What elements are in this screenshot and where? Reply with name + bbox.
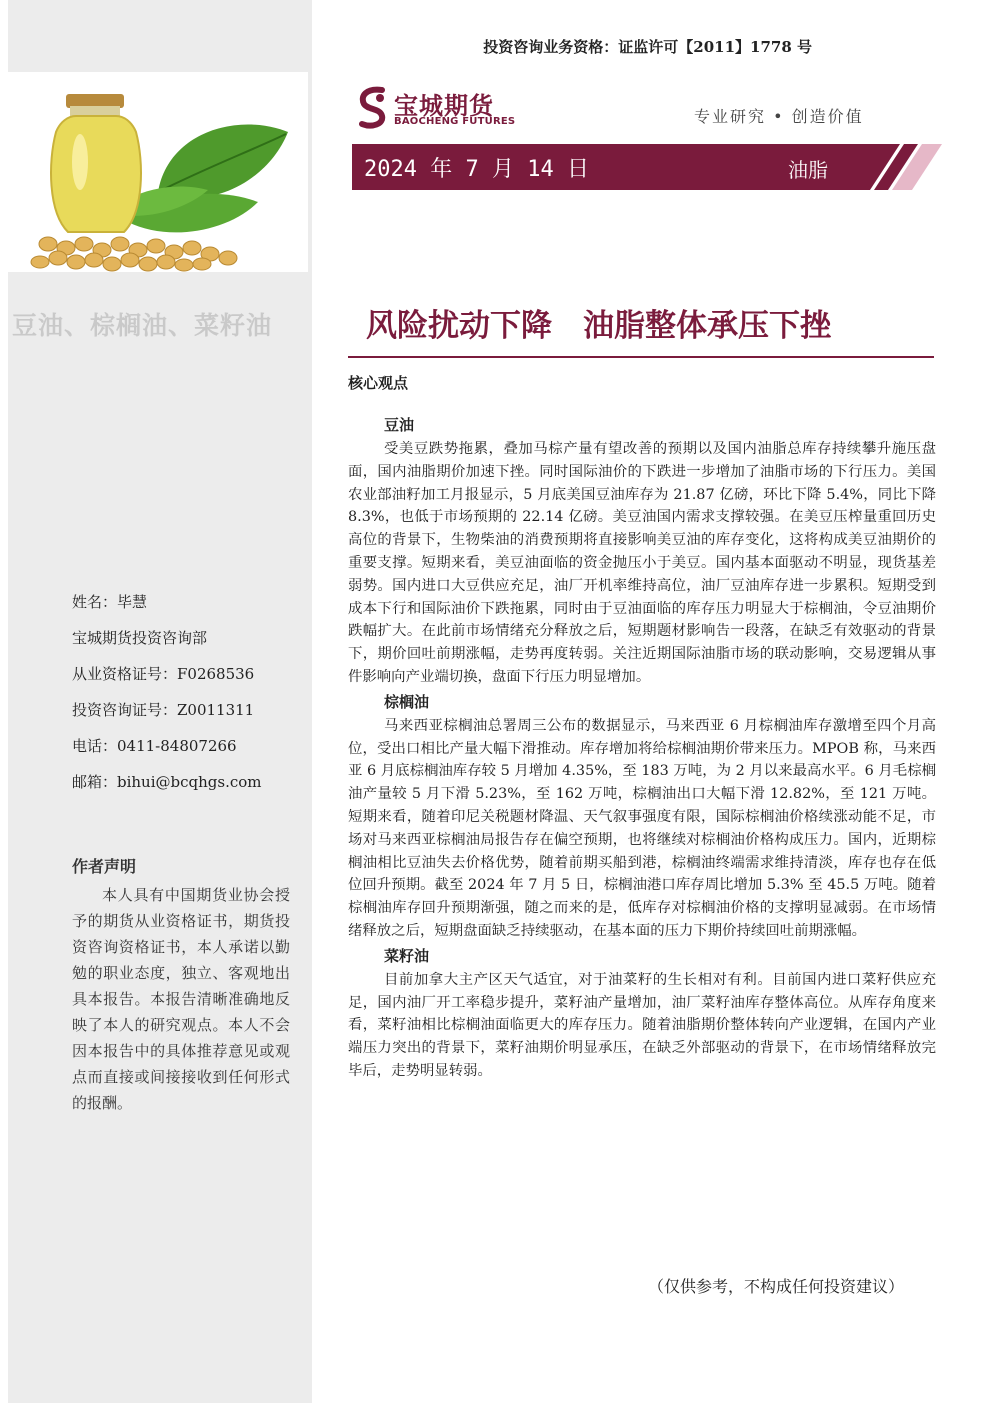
consulting-license-number: 投资咨询证号：Z0011311 <box>72 701 255 719</box>
section-body-rapeseed-oil: 目前加拿大主产区天气适宜，对于油菜籽的生长相对有利。目前国内进口菜籽供应充足，国内油厂开工率稳步提升，菜籽油产量增加，油厂菜籽油库存整体高位。从库存角度来看，菜籽油相比棕榈油面临更大的库存压力。随着油脂期价整体转向产业逻辑，在国内产业端压力突出的背景下，菜籽油期价明显承压，在缺乏外部驱动的背景下，在市场情绪释放完毕后，走势明显转弱。 <box>348 971 936 1079</box>
logo-chinese-name: 宝城期货 <box>394 91 494 120</box>
report-headline: 风险扰动下降 油脂整体承压下挫 <box>366 308 831 344</box>
logo-english-name: BAOCHENG FUTURES <box>394 116 516 127</box>
section-title-rapeseed-oil: 菜籽油 <box>384 946 430 965</box>
declaration-title: 作者声明 <box>72 857 137 876</box>
company-logo <box>356 86 536 132</box>
declaration-body: 本人具有中国期货业协会授予的期货从业资格证书，期货投资咨询资格证书，本人承诺以勤勉的职业态度，独立、客观地出具本报告。本报告清晰准确地反映了本人的研究观点。本人不会因本报告中的具体推荐意见或观点而直接或间接接收到任何形式的报酬。 <box>72 886 290 1112</box>
report-body <box>348 414 936 1085</box>
section-title-soybean-oil: 豆油 <box>384 416 415 434</box>
practice-license-number: 从业资格证号：F0268536 <box>72 665 255 683</box>
section-body-palm-oil: 马来西亚棕榈油总署周三公布的数据显示，马来西亚 6 月棕榈油库存激增至四个月高位，受出口相比产量大幅下滑推动。库存增加将给棕榈油期价带来压力。MPOB 称，马来西亚 6 月底棕榈油库存较 5 月增加 4.35%，至 183 万吨，为 2 月以来最高水平。6 月毛棕榈油产量较 5 月下滑 5.23%，至 162 万吨，棕榈油出口大幅下滑 12.82%，至 121 万吨。短期来看，随着印尼关税题材降温、天气叙事强度有限，国际棕榈油价格续涨动能不足，市场对马来西亚棕榈油局报告存在偏空预期，也将继续对棕榈油价格构成压力。国内，近期棕榈油相比豆油失去价格优势，随着前期买船到港，棕榈油终端需求维持清淡，库存也存在低位回升预期。截至 2024 年 7 月 5 日，棕榈油港口库存周比增加 5.3% 至 45.5 万吨。随着棕榈油库存回升预期渐强，随之而来的是，低库存对棕榈油价格的支撑明显减弱。在市场情绪释放之后，短期盘面缺乏持续驱动，在基本面的压力下期价持续回吐前期涨幅。 <box>348 717 936 939</box>
disclaimer: （仅供参考，不构成任何投资建议） <box>648 1277 905 1296</box>
report-category: 油脂 <box>788 158 828 182</box>
core-view-title: 核心观点 <box>348 374 409 392</box>
oil-jar-and-soybeans-icon <box>8 72 308 272</box>
slogan: 专业研究 • 创造价值 <box>694 107 864 126</box>
section-body-soybean-oil: 受美豆跌势拖累，叠加马棕产量有望改善的预期以及国内油脂总库存持续攀升施压盘面，国内油脂期价加速下挫。同时国际油价的下跌进一步增加了油脂市场的下行压力。美国农业部油籽加工月报显示，5 月底美国豆油库存为 21.87 亿磅，环比下降 5.4%，同比下降 8.3%，也低于市场预期的 22.14 亿磅。美豆油国内需求支撑较强。在美豆压榨量重回历史高位的背景下，生物柴油的消费预期将直接影响美豆油的库存变化，这将构成美豆油期价的重要支撑。短期来看，美豆油面临的资金抛压小于美豆。国内基本面驱动不明显，现货基差弱势。国内进口大豆供应充足，油厂开机率维持高位，油厂豆油库存进一步累积。短期受到成本下行和国际油价下跌拖累，同时由于豆油面临的库存压力明显大于棕榈油，令豆油期价跌幅扩大。在此前市场情绪充分释放之后，短期题材影响告一段落，在缺乏有效驱动的背景下，期价回吐前期涨幅，走势再度转弱。关注近期国际油脂市场的联动影响，交易逻辑从事件影响向产业端切换，盘面下行压力明显增加。 <box>348 441 936 685</box>
license-line: 投资咨询业务资格：证监许可【2011】1778 号 <box>483 38 812 56</box>
report-date: 2024 年 7 月 14 日 <box>364 157 589 182</box>
analyst-email: 邮箱：bihui@bcqhgs.com <box>72 773 262 791</box>
analyst-name: 姓名：毕慧 <box>72 593 148 611</box>
sidebar-subject: 豆油、棕榈油、菜籽油 <box>12 311 273 340</box>
soybean-oil-illustration <box>8 72 308 272</box>
baocheng-logo-icon <box>356 86 392 130</box>
analyst-phone: 电话：0411-84807266 <box>72 737 237 755</box>
analyst-contact <box>72 584 308 800</box>
headline-divider <box>348 356 934 358</box>
analyst-department: 宝城期货投资咨询部 <box>72 629 208 647</box>
section-title-palm-oil: 棕榈油 <box>384 692 430 711</box>
